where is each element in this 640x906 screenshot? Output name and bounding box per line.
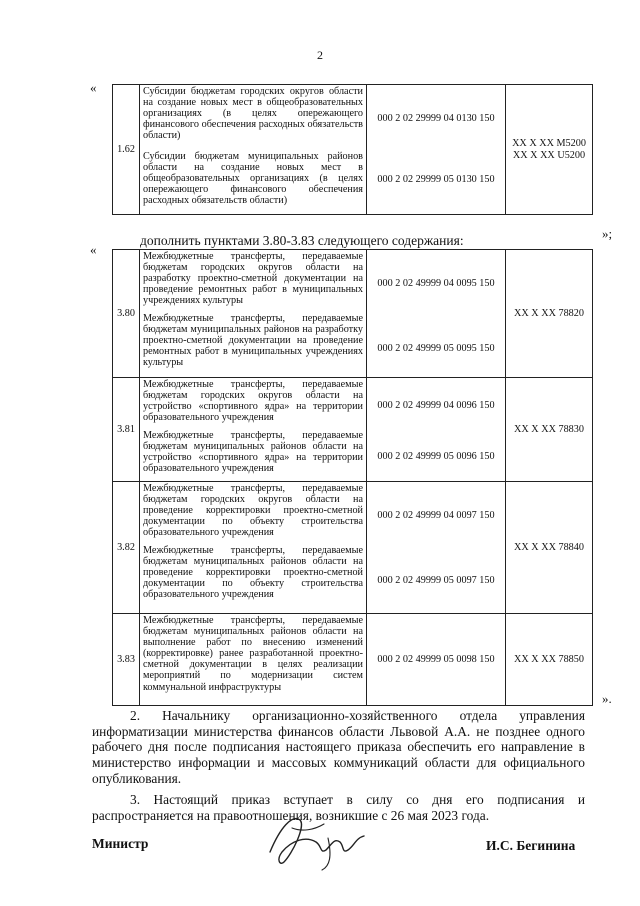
description-city: Межбюджетные трансферты, передаваемые бюджетам городских округов области на разработку проектно-сметной документации на проведение ремонтных работ в муниципальных учреждениях культуры	[143, 251, 363, 307]
row-code	[506, 85, 593, 215]
table-row	[113, 378, 593, 482]
row-number: 1.62	[113, 85, 140, 215]
row-code: XX X XX 78820	[506, 250, 593, 378]
code-1: XX X XX M5200	[512, 138, 586, 150]
kbk-district: 000 2 02 49999 05 0095 150	[377, 343, 495, 355]
paragraph-2: 2. Начальнику организационно-хозяйственного отдела управления информатизации министерства финансов области Львовой А.А. не позднее одного рабочего дня после подписания настоящего приказа обеспечить его направление в министерство информации и массовых коммуникаций области для официального опубликования.	[92, 708, 585, 786]
open-quote-2: «	[90, 242, 97, 257]
kbk-city: 000 2 02 49999 04 0096 150	[377, 400, 495, 411]
code-2: XX X XX U5200	[512, 149, 586, 161]
row-description	[140, 250, 367, 378]
row-kbk	[367, 85, 506, 215]
signature-image	[262, 808, 374, 872]
row-description	[140, 614, 367, 706]
row-description	[140, 85, 367, 215]
table-row	[113, 614, 593, 706]
signatory-title: Министр	[92, 836, 149, 851]
description-city: Субсидии бюджетам городских округов области на создание новых мест в общеобразовательных организациях (в целях опережающего финансового обеспечения расходных обязательств области)	[143, 86, 363, 142]
table-row	[113, 482, 593, 614]
close-quote-1: »;	[602, 226, 613, 241]
row-code: XX X XX 78840	[506, 482, 593, 614]
row-number: 3.82	[113, 482, 140, 614]
table-row	[113, 250, 593, 378]
row-kbk	[367, 378, 506, 482]
description-district: Межбюджетные трансферты, передаваемые бюджетам муниципальных районов области на устройство «спортивного ядра» на территории образовательного учреждения	[143, 430, 363, 475]
page-number: 2	[317, 48, 323, 62]
row-kbk: 000 2 02 49999 05 0098 150	[367, 614, 506, 706]
row-description	[140, 378, 367, 482]
kbk-city: 000 2 02 29999 04 0130 150	[377, 113, 495, 124]
budget-table-1	[112, 84, 593, 215]
amendment-intro: дополнить пунктами 3.80-3.83 следующего содержания:	[140, 233, 464, 248]
close-quote-2: ».	[602, 691, 612, 706]
table-row	[113, 85, 593, 215]
row-kbk	[367, 250, 506, 378]
budget-table-2	[112, 249, 593, 706]
description-district: Межбюджетные трансферты, передаваемые бюджетам муниципальных районов области на выполнение работ по внесению изменений (корректировке) ранее разработанной проектно-сметной документации в целях реализации мероприятий по модернизации систем коммунальной инфраструктуры	[143, 615, 363, 693]
row-number: 3.81	[113, 378, 140, 482]
description-district: Межбюджетные трансферты, передаваемые бюджетам муниципальных районов области на проведение корректировки проектно-сметной документации по объекту строительства образовательного учреждения	[143, 545, 363, 601]
description-city: Межбюджетные трансферты, передаваемые бюджетам городских округов области на проведение корректировки проектно-сметной документации по объекту строительства образовательного учреждения	[143, 483, 363, 539]
row-number: 3.80	[113, 250, 140, 378]
kbk-district: 000 2 02 49999 05 0097 150	[377, 575, 495, 587]
description-district: Субсидии бюджетам муниципальных районов области на создание новых мест в общеобразовательных организациях (в целях опережающего финансового обеспечения расходных обязательств области)	[143, 151, 363, 207]
kbk-city: 000 2 02 49999 04 0095 150	[377, 278, 495, 289]
description-district: Межбюджетные трансферты, передаваемые бюджетам муниципальных районов на разработку проектно-сметной документации на проведение ремонтных работ в муниципальных учреждениях культуры	[143, 313, 363, 369]
signatory-name: И.С. Бегинина	[486, 838, 576, 853]
row-code: XX X XX 78850	[506, 614, 593, 706]
paragraph-3: 3. Настоящий приказ вступает в силу со дня его подписания и распространяется на правоотношения, возникшие с 26 мая 2023 года.	[92, 792, 585, 823]
kbk-district: 000 2 02 49999 05 0096 150	[377, 451, 495, 463]
description-city: Межбюджетные трансферты, передаваемые бюджетам городских округов области на устройство «спортивного ядра» на территории образовательного учреждения	[143, 379, 363, 424]
row-description	[140, 482, 367, 614]
open-quote-1: «	[90, 80, 97, 95]
kbk-district: 000 2 02 29999 05 0130 150	[377, 174, 495, 186]
row-code: XX X XX 78830	[506, 378, 593, 482]
row-kbk	[367, 482, 506, 614]
kbk-city: 000 2 02 49999 04 0097 150	[377, 510, 495, 521]
row-number: 3.83	[113, 614, 140, 706]
